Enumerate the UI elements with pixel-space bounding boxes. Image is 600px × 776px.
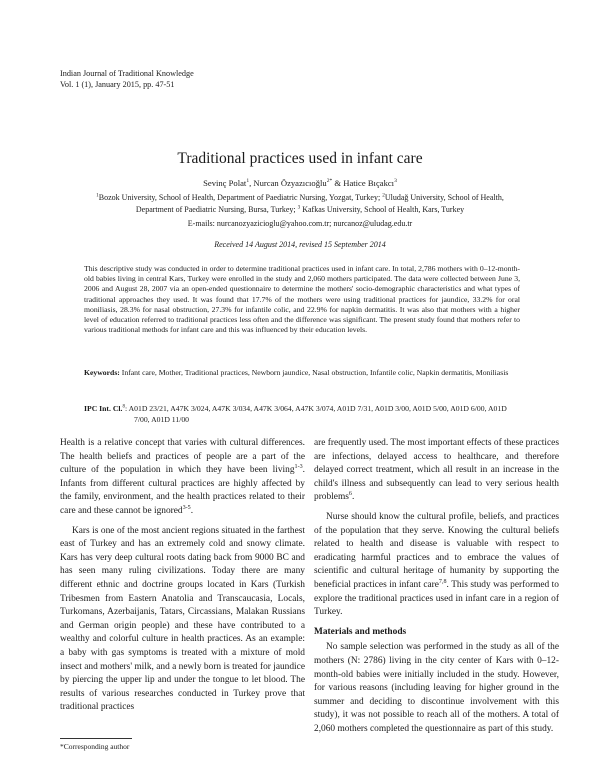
journal-name: Indian Journal of Traditional Knowledge [60,69,194,78]
author-separator: & [332,178,344,188]
journal-citation: Vol. 1 (1), January 2015, pp. 47-51 [60,80,175,89]
author-name: Nurcan Özyazıcıoğlu [253,178,327,188]
received-dates: Received 14 August 2014, revised 15 September 2014 [214,240,386,249]
author-name: Sevinç Polat [203,178,247,188]
affil-sup: 3 [297,204,301,211]
author-list [0,178,600,188]
paragraph: Kars is one of the most ancient regions situated in the farthest east of Turkey and has an extremely cold and snowy climate. Kars has very deep cultural roots dating back from 9000 BC and has seen many ruling civilizations. Today there are many different ethnic and doctrine groups located in Kars (Turkish Tribesmen from Eastern Anatolia and Transcaucasia, Locals, Turkomans, Azerbaijanis, Tatars, Circassians, Malakan Russians and German origin people) and these have contributed to a wealthy and colorful culture in health practices. As an example: a baby with gas symptoms is treated with a mixture of mold insect and mothers' milk, and a newly born is treated for jaundice by piercing the upper lip and under the tongue to let blood. The results of various researches conducted in Turkey prove that traditional practices [60,525,305,713]
ipc-sup: 8 [122,404,125,410]
journal-header [60,68,194,90]
footnote-divider [60,738,132,739]
paragraph-text: . [351,492,355,503]
paragraph-text: . This study was performed to explore the traditional practices used in infant care in a region of Turkey. [314,579,559,618]
citation-sup: 6 [348,491,352,498]
author-separator: , [249,178,254,188]
affil-text: Kafkas University, School of Health, Kars, Turkey [300,205,465,214]
section-heading: Materials and methods [314,626,407,637]
paragraph-text: are frequently used. The most important effects of these practices are infections, delayed access to healthcare, and therefore delayed correct treatment, which all result in an increase in the child's illness and subsequently can lead to very serious health problems [314,438,559,503]
affiliations [70,192,530,216]
article-title: Traditional practices used in infant care [177,150,423,167]
affil-text: Department of Paediatric Nursing, Bursa, Turkey; [135,205,298,214]
citation-sup: 7,8 [438,578,447,585]
paragraph [314,437,559,505]
citation-sup: 3-5 [182,504,191,511]
ipc-codes: : A01D 23/21, A47K 3/024, A47K 3/034, A47K 3/064, A47K 3/074, A01D 7/31, A01D 3/00, A01D 5/00, A01D 6/00, A01D 7/00, A01D 11/00 [124,404,507,424]
keywords-text: Infant care, Mother, Traditional practices, Newborn jaundice, Nasal obstruction, Infantile colic, Napkin dermatitis, Moniliasis [119,368,509,377]
paragraph [60,437,305,519]
paragraph-text: . Infants from different cultural practices are highly affected by the family, environment, and the health practices related to their care and these cannot be ignored [60,465,305,516]
left-column [60,437,305,721]
paragraph [314,511,559,620]
paragraph: No sample selection was performed in the study as all of the mothers (N: 2786) living in the city center of Kars with 0–12-month-old babies were initially included in the study. However, for various reasons (including leaving for higher ground in the summer and deciding to discontinue involvement with this study), it was not possible to reach all of the mothers. A total of 2,060 mothers completed the questionnaire as part of this study. [314,642,559,734]
paragraph-text: . [190,505,194,516]
author-sup: 2* [326,178,333,185]
affil-text: Uludağ University, School of Health, [384,193,504,202]
paragraph-text: Nurse should know the cultural profile, beliefs, and practices of the population that they serve. Knowing the cultural beliefs related to health and disease is valuable with respect to eradicating harmful practices and to embrace the values of scientific and cultural heritage of humanity by supporting the beneficial practices in infant care [314,511,559,590]
paragraph-text: Health is a relative concept that varies with cultural differences. The health beliefs and practices of people are a part of the culture of the population in which they have been living [60,438,305,476]
affil-text: Bozok University, School of Health, Department of Paediatric Nursing, Yozgat, Turkey; [98,193,383,202]
ipc-label: IPC Int. Cl. [84,404,123,413]
ipc-classification [84,404,520,426]
footnote: *Corresponding author [60,742,130,751]
affil-sup: 1 [96,192,99,199]
author-sup: 1 [246,178,250,185]
keywords-label: Keywords: [84,368,120,377]
author-sup: 3 [394,178,397,185]
keywords [84,368,520,379]
author-name: Hatice Bıçakcı [343,178,395,188]
right-column [314,437,559,742]
citation-sup: 1-3 [294,464,303,471]
abstract: This descriptive study was conducted in order to determine traditional practices used in infant care. In total, 2,786 mothers with 0–12-month-old babies living in central Kars, Turkey were enrolled in the study and 2,060 mothers participated. The data were collected between June 3, 2006 and August 28, 2007 via an open-ended questionnaire to determine the mothers' socio-demographic characteristics and what types of traditional approaches they used. It was found that 17.7% of the mothers were using traditional practices for jaundice, 33.2% for oral moniliasis, 28.3% for nasal obstruction, 27.3% for infantile colic, and 22.9% for napkin dermatitis. It was also that mothers with a higher level of education referred to traditional practices less often and the difference was significant. The present study found that mothers refer to various traditional methods for infant care and this was influenced by their education levels. [84,264,520,335]
email-line: E-mails: nurcanozyazicioglu@yahoo.com.tr; nurcanoz@uludag.edu.tr [187,219,413,228]
affil-sup: 2 [382,192,385,199]
